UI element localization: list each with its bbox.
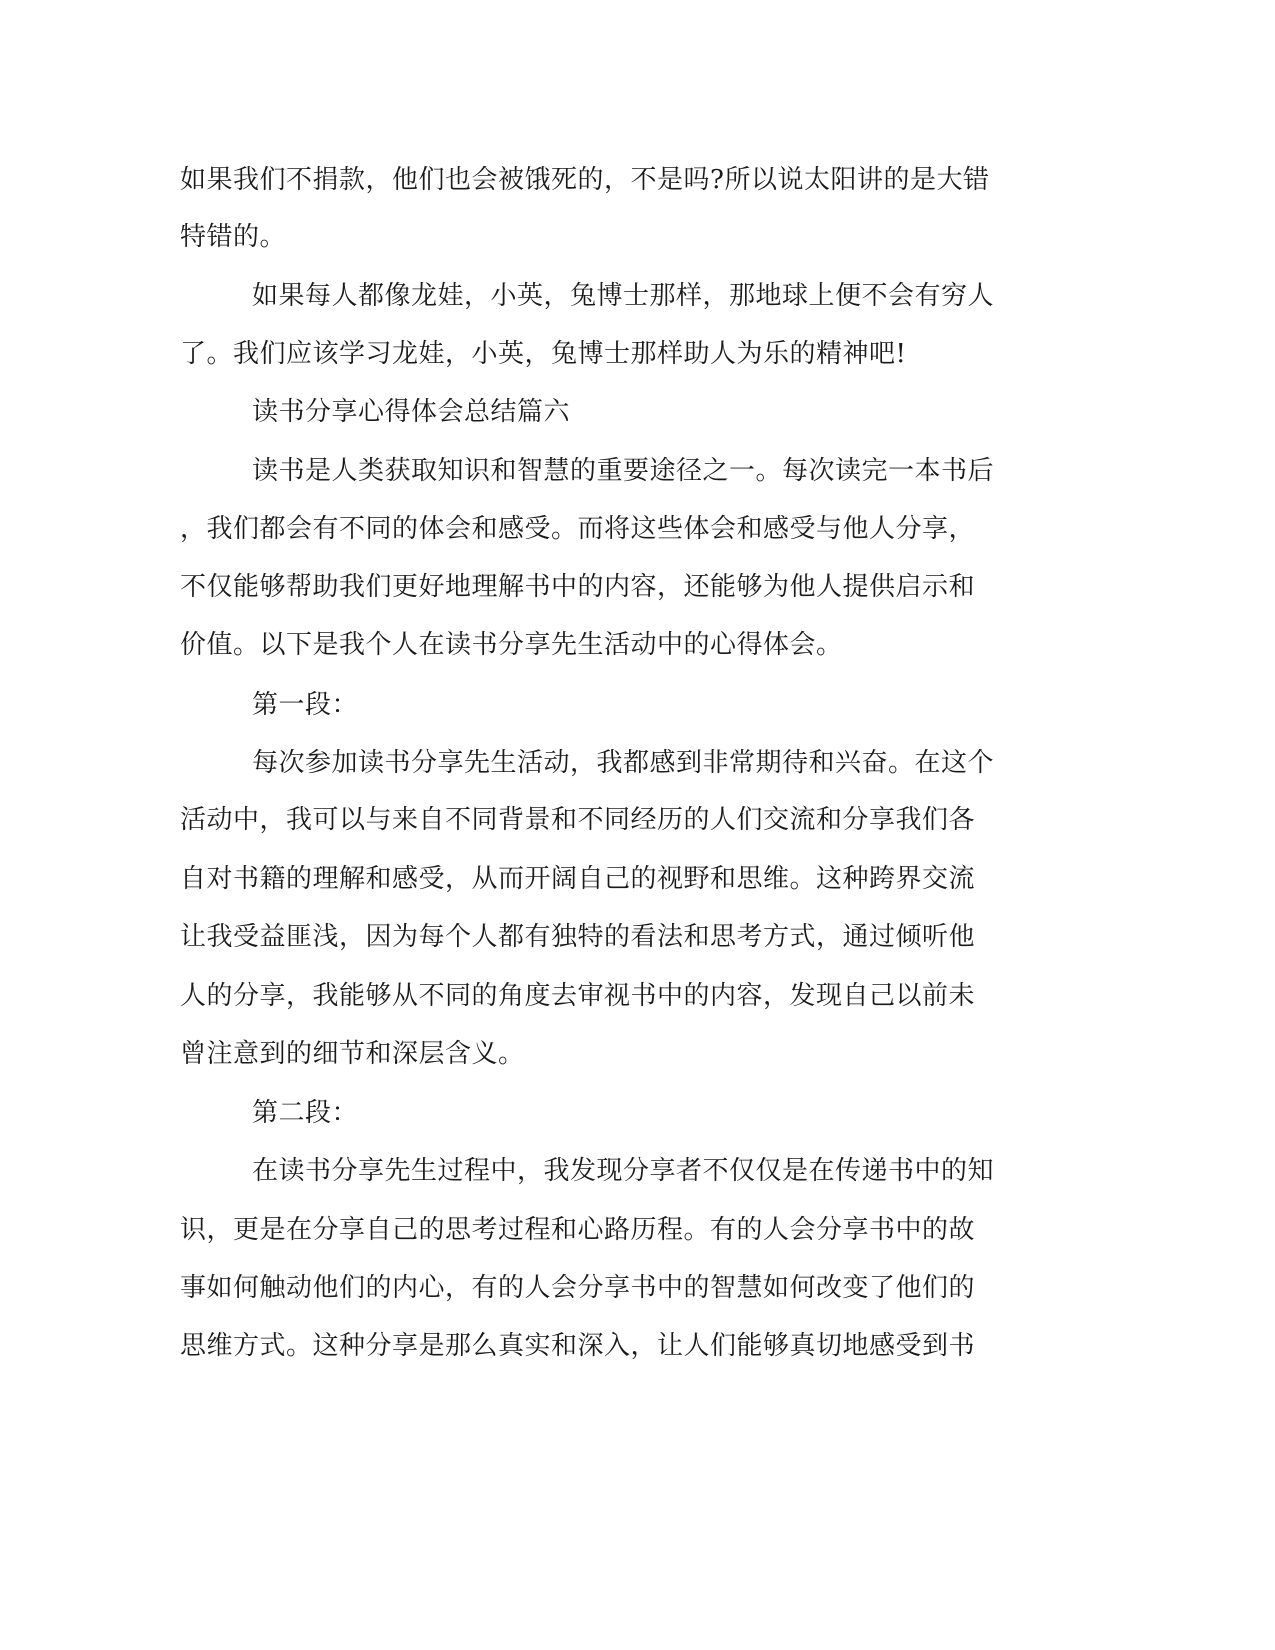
paragraph-line: 活动中，我可以与来自不同背景和不同经历的人们交流和分享我们各 — [180, 805, 976, 835]
paragraph-line: 特错的。 — [180, 222, 287, 252]
section-heading: 读书分享心得体会总结篇六 — [252, 397, 571, 427]
paragraph-line: 价值。以下是我个人在读书分享先生活动中的心得体会。 — [180, 630, 843, 660]
paragraph-line: 让我受益匪浅，因为每个人都有独特的看法和思考方式，通过倾听他 — [180, 922, 976, 952]
paragraph-line: 人的分享，我能够从不同的角度去审视书中的内容，发现自己以前未 — [180, 981, 976, 1011]
paragraph-line: 自对书籍的理解和感受，从而开阔自己的视野和思维。这种跨界交流 — [180, 864, 976, 894]
paragraph-line: 不仅能够帮助我们更好地理解书中的内容，还能够为他人提供启示和 — [180, 572, 976, 602]
paragraph-line: 思维方式。这种分享是那么真实和深入，让人们能够真切地感受到书 — [180, 1331, 976, 1361]
subsection-heading: 第二段： — [252, 1098, 359, 1128]
paragraph-line: 如果每人都像龙娃，小英，兔博士那样，那地球上便不会有穷人 — [252, 281, 995, 311]
paragraph-line: 了。我们应该学习龙娃，小英，兔博士那样助人为乐的精神吧! — [180, 339, 907, 369]
paragraph-line: 在读书分享先生过程中，我发现分享者不仅仅是在传递书中的知 — [252, 1156, 995, 1186]
paragraph-line: 事如何触动他们的内心，有的人会分享书中的智慧如何改变了他们的 — [180, 1273, 976, 1303]
paragraph-line: 读书是人类获取知识和智慧的重要途径之一。每次读完一本书后 — [252, 456, 995, 486]
paragraph-line: 每次参加读书分享先生活动，我都感到非常期待和兴奋。在这个 — [252, 748, 995, 778]
paragraph-line: 曾注意到的细节和深层含义。 — [180, 1039, 525, 1069]
paragraph-line: ，我们都会有不同的体会和感受。而将这些体会和感受与他人分享， — [180, 514, 976, 544]
subsection-heading: 第一段： — [252, 690, 359, 720]
paragraph-line: 如果我们不捐款，他们也会被饿死的，不是吗?所以说太阳讲的是大错 — [180, 165, 990, 195]
paragraph-line: 识，更是在分享自己的思考过程和心路历程。有的人会分享书中的故 — [180, 1215, 976, 1245]
